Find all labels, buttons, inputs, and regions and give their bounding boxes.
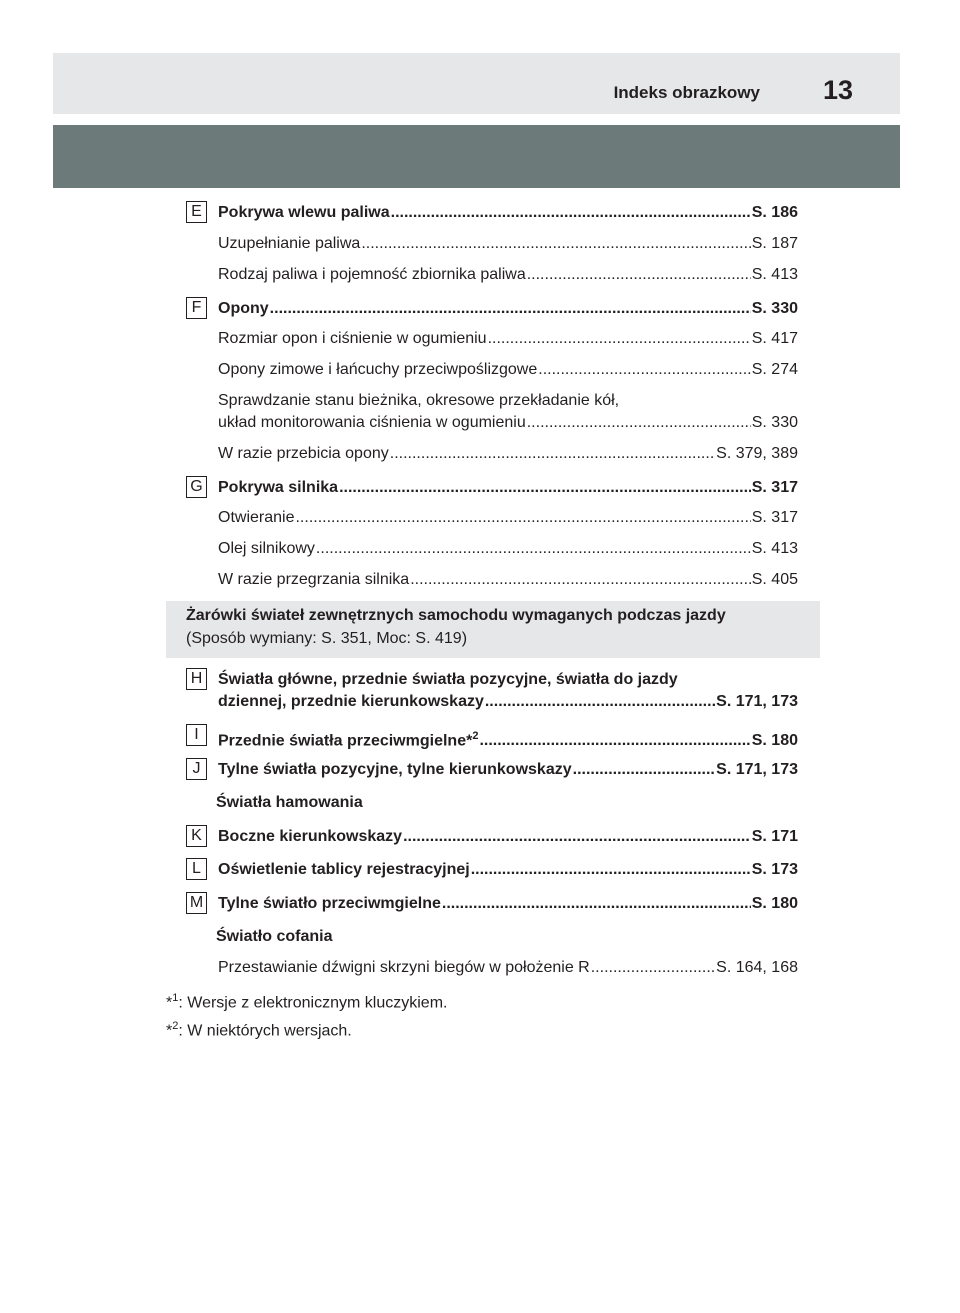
index-subentry[interactable]: Przestawianie dźwigni skrzyni biegów w położenie R ..... S. 164, 168 [218,956,798,980]
index-entry[interactable]: dziennej, przednie kierunkowskazy ..... S. 171, 173 [218,690,798,714]
subheading: Światło cofania [216,928,333,945]
letter-marker: H [186,668,207,690]
index-subentry[interactable]: Otwieranie ..... S. 317 [218,506,798,530]
letter-marker: G [186,476,207,498]
index-entry[interactable]: Przednie światła przeciwmgielne*$^2$ ..... S. 180 [218,724,798,753]
footnote: *$^1$: Wersje z elektronicznym kluczykiem. [166,992,448,1012]
letter-marker: E [186,201,207,223]
footnote: *$^2$: W niektórych wersjach. [166,1020,352,1040]
index-subentry[interactable]: Opony zimowe i łańcuchy przeciwpoślizgowe ..... S. 274 [218,358,798,382]
header-title: Indeks obrazkowy [613,83,760,102]
index-entry-line1: Światła główne, przednie światła pozycyjne, światła do jazdy [218,671,678,688]
index-subentry[interactable]: Olej silnikowy ..... S. 413 [218,537,798,561]
bulbs-box-subtitle: (Sposób wymiany: S. 351, Moc: S. 419) [186,630,468,647]
index-subentry[interactable]: Rozmiar opon i ciśnienie w ogumieniu ..... S. 417 [218,327,798,351]
page-header [53,53,900,114]
section-banner [53,125,900,188]
index-entry[interactable]: Oświetlenie tablicy rejestracyjnej ..... S. 173 [218,858,798,882]
index-entry[interactable]: Boczne kierunkowskazy ..... S. 171 [218,825,798,849]
index-subentry[interactable]: Uzupełnianie paliwa ..... S. 187 [218,232,798,256]
index-subentry[interactable]: układ monitorowania ciśnienia w ogumieniu ..... S. 330 [218,411,798,435]
index-entry[interactable]: Pokrywa silnika ..... S. 317 [218,476,798,500]
letter-marker: I [186,724,207,746]
index-entry[interactable]: Pokrywa wlewu paliwa ..... S. 186 [218,201,798,225]
index-entry[interactable]: Opony ..... S. 330 [218,297,798,321]
letter-marker: J [186,758,207,780]
letter-marker: M [186,892,207,914]
subheading: Światła hamowania [216,794,363,811]
index-subentry-line1: Sprawdzanie stanu bieżnika, okresowe przekładanie kół, [218,392,620,409]
bulbs-info-box [166,601,820,658]
letter-marker: K [186,825,207,847]
letter-marker: F [186,297,207,319]
index-subentry[interactable]: W razie przebicia opony ..... S. 379, 389 [218,442,798,466]
index-subentry[interactable]: Rodzaj paliwa i pojemność zbiornika paliwa ..... S. 413 [218,263,798,287]
index-entry[interactable]: Tylne światła pozycyjne, tylne kierunkowskazy ..... S. 171, 173 [218,758,798,782]
page-number: 13 [822,75,853,105]
index-subentry[interactable]: W razie przegrzania silnika ..... S. 405 [218,568,798,592]
letter-marker: L [186,858,207,880]
bulbs-box-title: Żarówki świateł zewnętrznych samochodu wymaganych podczas jazdy [186,607,726,624]
index-entry[interactable]: Tylne światło przeciwmgielne ..... S. 180 [218,892,798,916]
